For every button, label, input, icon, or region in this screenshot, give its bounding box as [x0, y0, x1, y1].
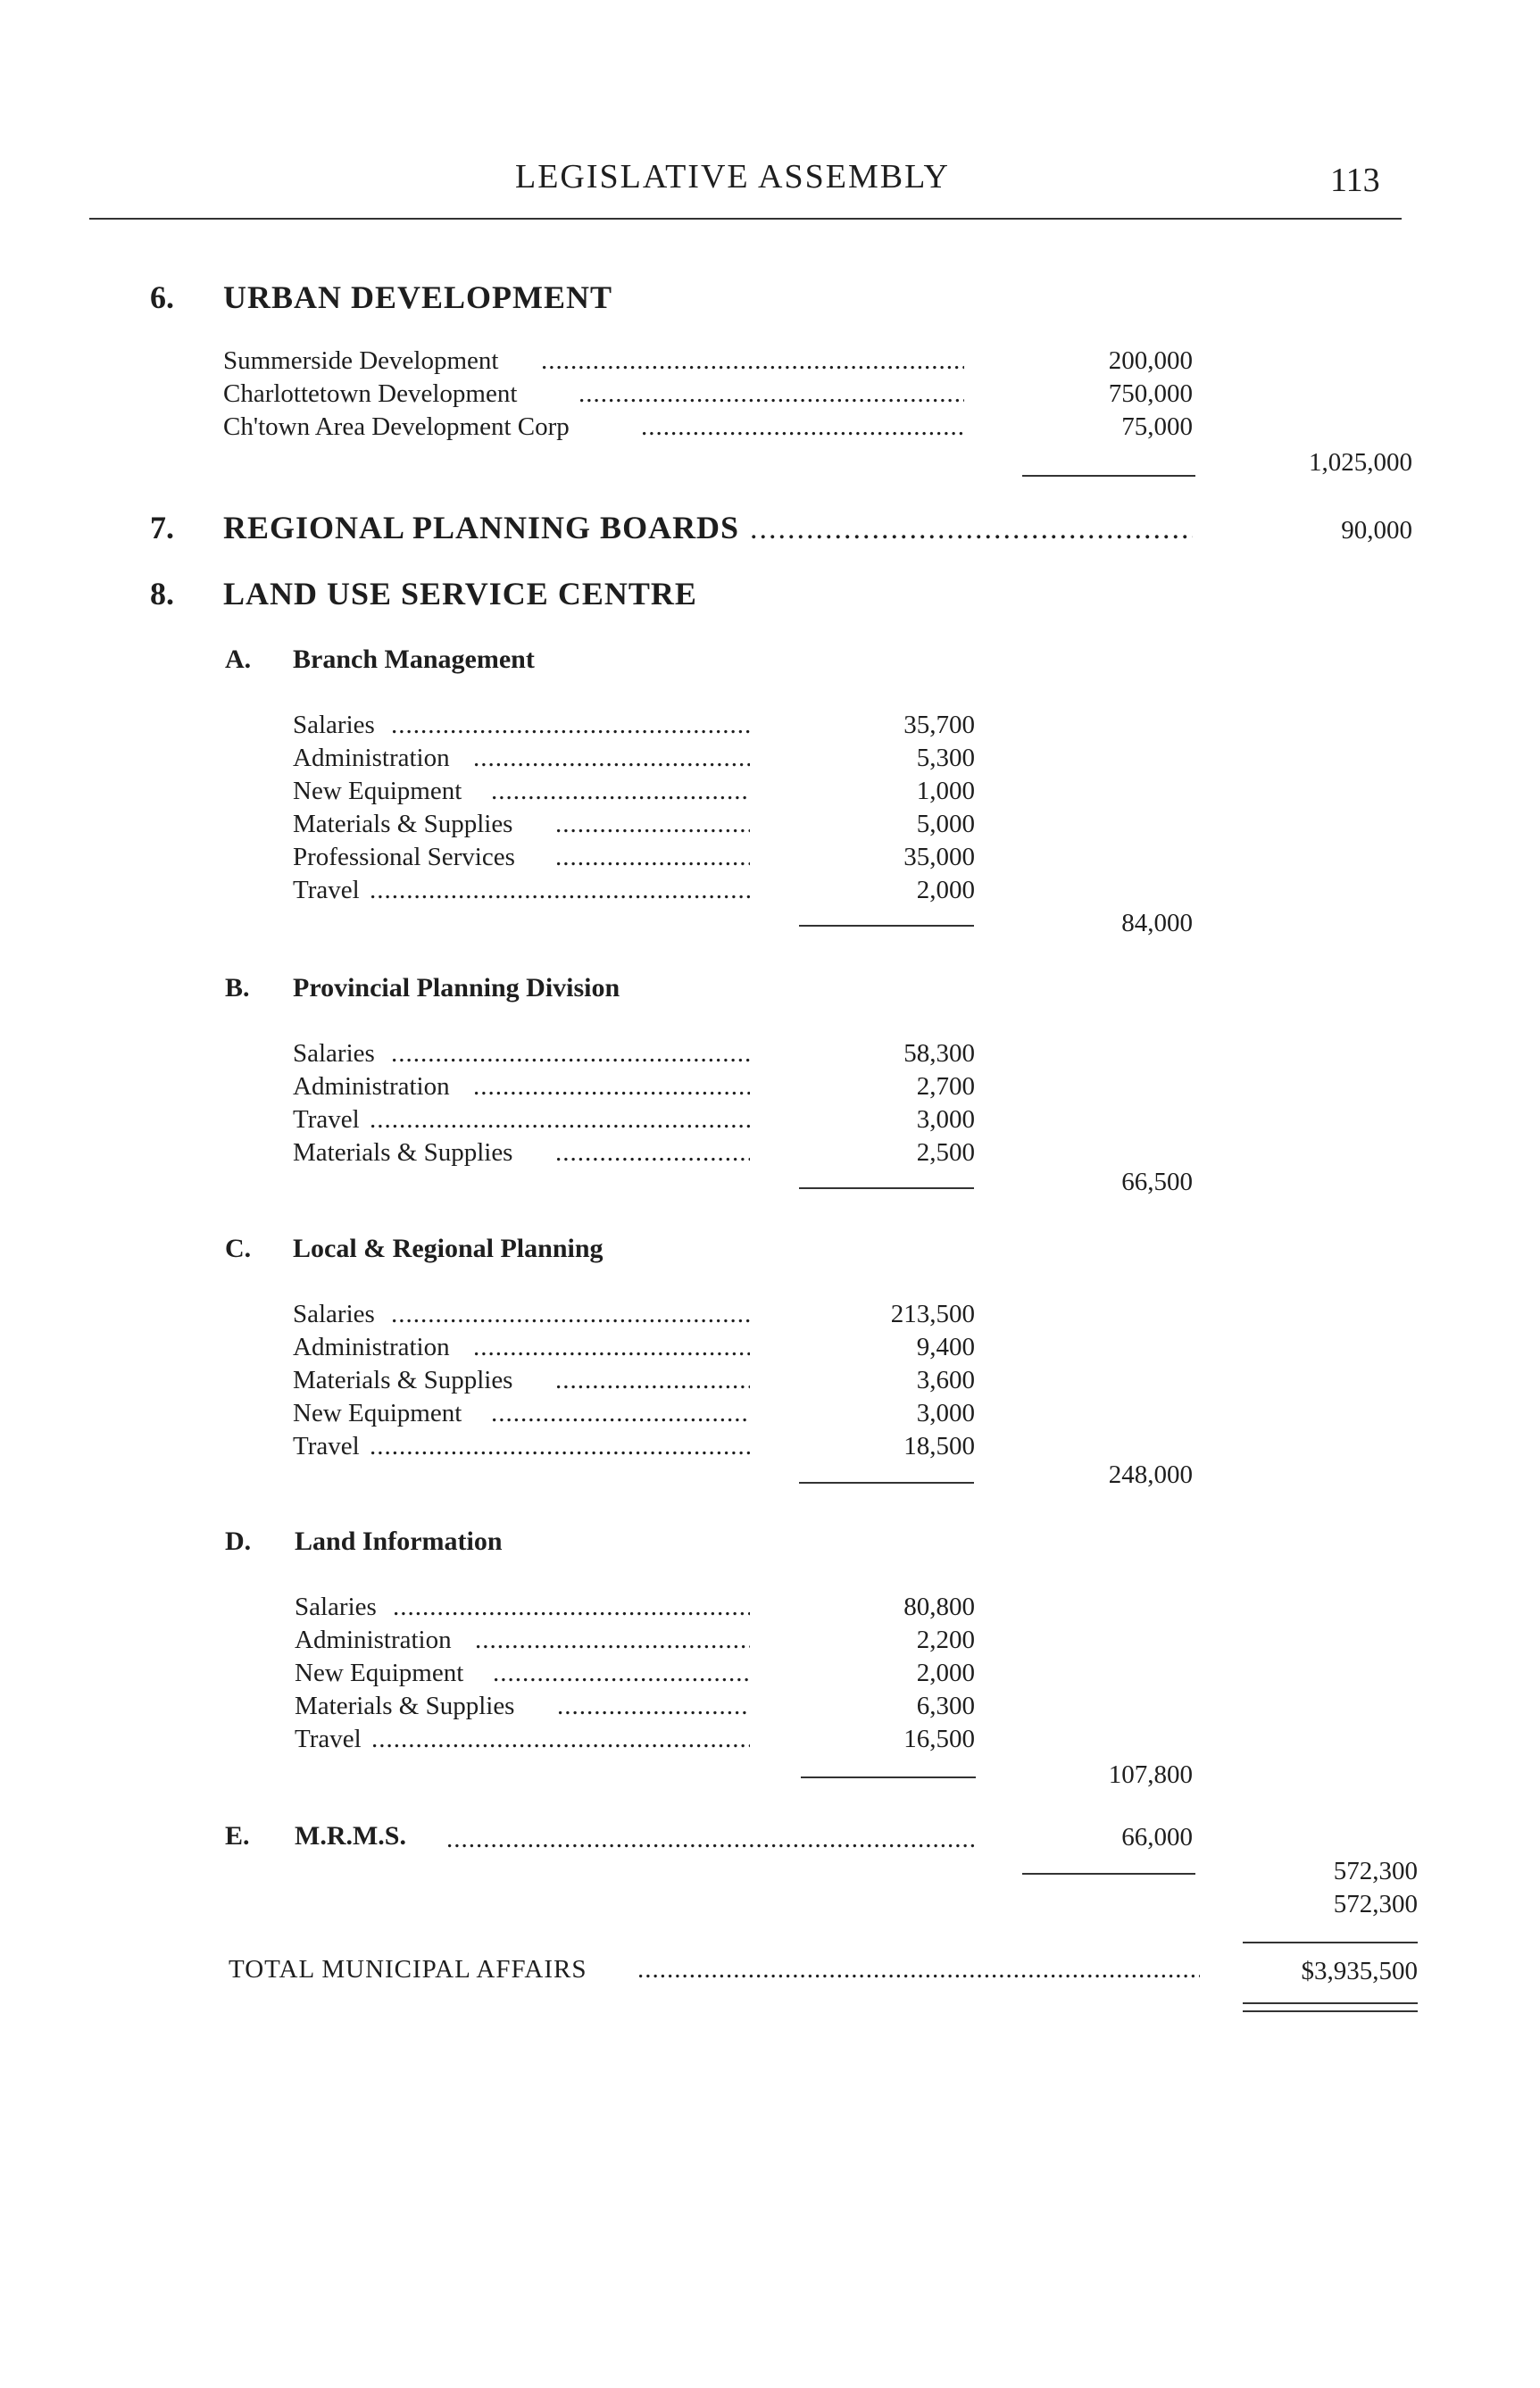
- line-item-label: Administration: [295, 1626, 452, 1654]
- section-7-title: REGIONAL PLANNING BOARDS: [223, 510, 740, 545]
- line-item-label: Administration: [293, 1333, 450, 1361]
- line-item-label: Travel: [293, 1105, 360, 1134]
- line-item-label: Travel: [295, 1725, 362, 1753]
- leader-dots: [555, 1366, 750, 1395]
- section-6-number: 6.: [150, 279, 174, 315]
- line-item-amount: 3,000: [916, 1399, 975, 1427]
- subsection-C-letter: C.: [225, 1234, 252, 1263]
- leader-dots: [491, 777, 750, 806]
- leader-dots: [391, 711, 750, 740]
- leader-dots: [370, 876, 750, 905]
- leader-dots: [750, 512, 1193, 546]
- leader-dots: [393, 1593, 750, 1622]
- subtotal-rule: [799, 1482, 974, 1484]
- line-item-label: Materials & Supplies: [295, 1692, 515, 1720]
- double-rule-bottom: [1243, 2010, 1418, 2012]
- section-8-number: 8.: [150, 576, 174, 612]
- line-item-amount: 9,400: [916, 1333, 975, 1361]
- line-item-label: New Equipment: [295, 1659, 464, 1687]
- line-item-amount: 2,200: [916, 1626, 975, 1654]
- leader-dots: [391, 1300, 750, 1329]
- subsection-B-letter: B.: [225, 973, 250, 1003]
- double-rule-top: [1243, 2002, 1418, 2004]
- section-8-title: LAND USE SERVICE CENTRE: [223, 576, 697, 612]
- subtotal-rule: [799, 925, 974, 927]
- line-item-amount: 5,000: [916, 810, 975, 838]
- header-rule: [89, 218, 1402, 220]
- line-item-amount: 1,000: [916, 777, 975, 805]
- line-item-label: Materials & Supplies: [293, 1366, 513, 1394]
- sec6-item-label: Ch'town Area Development Corp: [223, 412, 570, 441]
- line-item-label: Travel: [293, 1432, 360, 1460]
- subtotal-rule: [799, 1187, 974, 1189]
- line-item-amount: 58,300: [903, 1039, 975, 1068]
- leader-dots: [555, 1138, 750, 1168]
- leader-dots: [473, 744, 750, 773]
- line-item-label: Materials & Supplies: [293, 1138, 513, 1167]
- grand-total-amount: $3,935,500: [1301, 1957, 1418, 1985]
- subsection-D-subtotal: 107,800: [1108, 1760, 1193, 1789]
- subsection-A-subtotal: 84,000: [1121, 909, 1193, 937]
- subsection-E-amount: 66,000: [1121, 1823, 1193, 1851]
- line-item-amount: 2,000: [916, 876, 975, 904]
- sec6-total: 1,025,000: [1309, 448, 1412, 477]
- total-rule: [1243, 1942, 1418, 1943]
- line-item-label: Salaries: [293, 711, 375, 739]
- leader-dots: [641, 412, 964, 442]
- leader-dots: [370, 1105, 750, 1135]
- line-item-amount: 80,800: [903, 1593, 975, 1621]
- subsection-D-letter: D.: [225, 1527, 252, 1556]
- subsection-C-title: Local & Regional Planning: [293, 1234, 604, 1263]
- line-item-label: Materials & Supplies: [293, 810, 513, 838]
- subsection-B-title: Provincial Planning Division: [293, 973, 620, 1003]
- line-item-amount: 3,000: [916, 1105, 975, 1134]
- leader-dots: [557, 1692, 750, 1721]
- section-7-number: 7.: [150, 510, 174, 545]
- leader-dots: [493, 1659, 750, 1688]
- line-item-amount: 3,600: [916, 1366, 975, 1394]
- line-item-label: Travel: [293, 876, 360, 904]
- leader-dots: [579, 379, 964, 409]
- line-item-label: Administration: [293, 744, 450, 772]
- leader-dots: [446, 1825, 975, 1854]
- sec6-item-amount: 750,000: [1108, 379, 1193, 408]
- line-item-label: Administration: [293, 1072, 450, 1101]
- section-8-total: 572,300: [1333, 1857, 1418, 1885]
- subtotal-rule: [801, 1776, 976, 1778]
- subsection-B-subtotal: 66,500: [1121, 1168, 1193, 1196]
- leader-dots: [371, 1725, 750, 1754]
- subsection-A-title: Branch Management: [293, 645, 535, 674]
- subtotal-rule: [1022, 1873, 1195, 1875]
- line-item-amount: 16,500: [903, 1725, 975, 1753]
- leader-dots: [491, 1399, 750, 1428]
- sec6-item-label: Charlottetown Development: [223, 379, 518, 408]
- line-item-label: Professional Services: [293, 843, 515, 871]
- line-item-amount: 6,300: [916, 1692, 975, 1720]
- page-header-title: LEGISLATIVE ASSEMBLY: [515, 158, 950, 196]
- subsection-C-subtotal: 248,000: [1108, 1460, 1193, 1489]
- line-item-label: New Equipment: [293, 1399, 462, 1427]
- sec6-item-label: Summerside Development: [223, 346, 499, 375]
- section-8-total-repeat: 572,300: [1333, 1890, 1418, 1918]
- leader-dots: [473, 1333, 750, 1362]
- sec6-item-amount: 200,000: [1108, 346, 1193, 375]
- line-item-amount: 2,700: [916, 1072, 975, 1101]
- subtotal-rule: [1022, 475, 1195, 477]
- sec7-total: 90,000: [1341, 516, 1412, 545]
- line-item-label: New Equipment: [293, 777, 462, 805]
- leader-dots: [475, 1626, 750, 1655]
- line-item-label: Salaries: [295, 1593, 377, 1621]
- leader-dots: [541, 346, 964, 376]
- subsection-E-letter: E.: [225, 1821, 250, 1851]
- subsection-E-title: M.R.M.S.: [295, 1821, 406, 1851]
- leader-dots: [637, 1955, 1200, 1984]
- leader-dots: [555, 843, 750, 872]
- subsection-D-title: Land Information: [295, 1527, 503, 1556]
- leader-dots: [370, 1432, 750, 1461]
- leader-dots: [555, 810, 750, 839]
- line-item-amount: 5,300: [916, 744, 975, 772]
- line-item-amount: 35,700: [903, 711, 975, 739]
- line-item-amount: 35,000: [903, 843, 975, 871]
- leader-dots: [391, 1039, 750, 1069]
- sec6-item-amount: 75,000: [1121, 412, 1193, 441]
- section-6-title: URBAN DEVELOPMENT: [223, 279, 613, 315]
- line-item-amount: 2,500: [916, 1138, 975, 1167]
- subsection-A-letter: A.: [225, 645, 252, 674]
- line-item-amount: 18,500: [903, 1432, 975, 1460]
- line-item-amount: 213,500: [890, 1300, 975, 1328]
- line-item-label: Salaries: [293, 1300, 375, 1328]
- page-number: 113: [1330, 162, 1380, 199]
- line-item-label: Salaries: [293, 1039, 375, 1068]
- leader-dots: [473, 1072, 750, 1102]
- line-item-amount: 2,000: [916, 1659, 975, 1687]
- grand-total-label: TOTAL MUNICIPAL AFFAIRS: [229, 1955, 587, 1984]
